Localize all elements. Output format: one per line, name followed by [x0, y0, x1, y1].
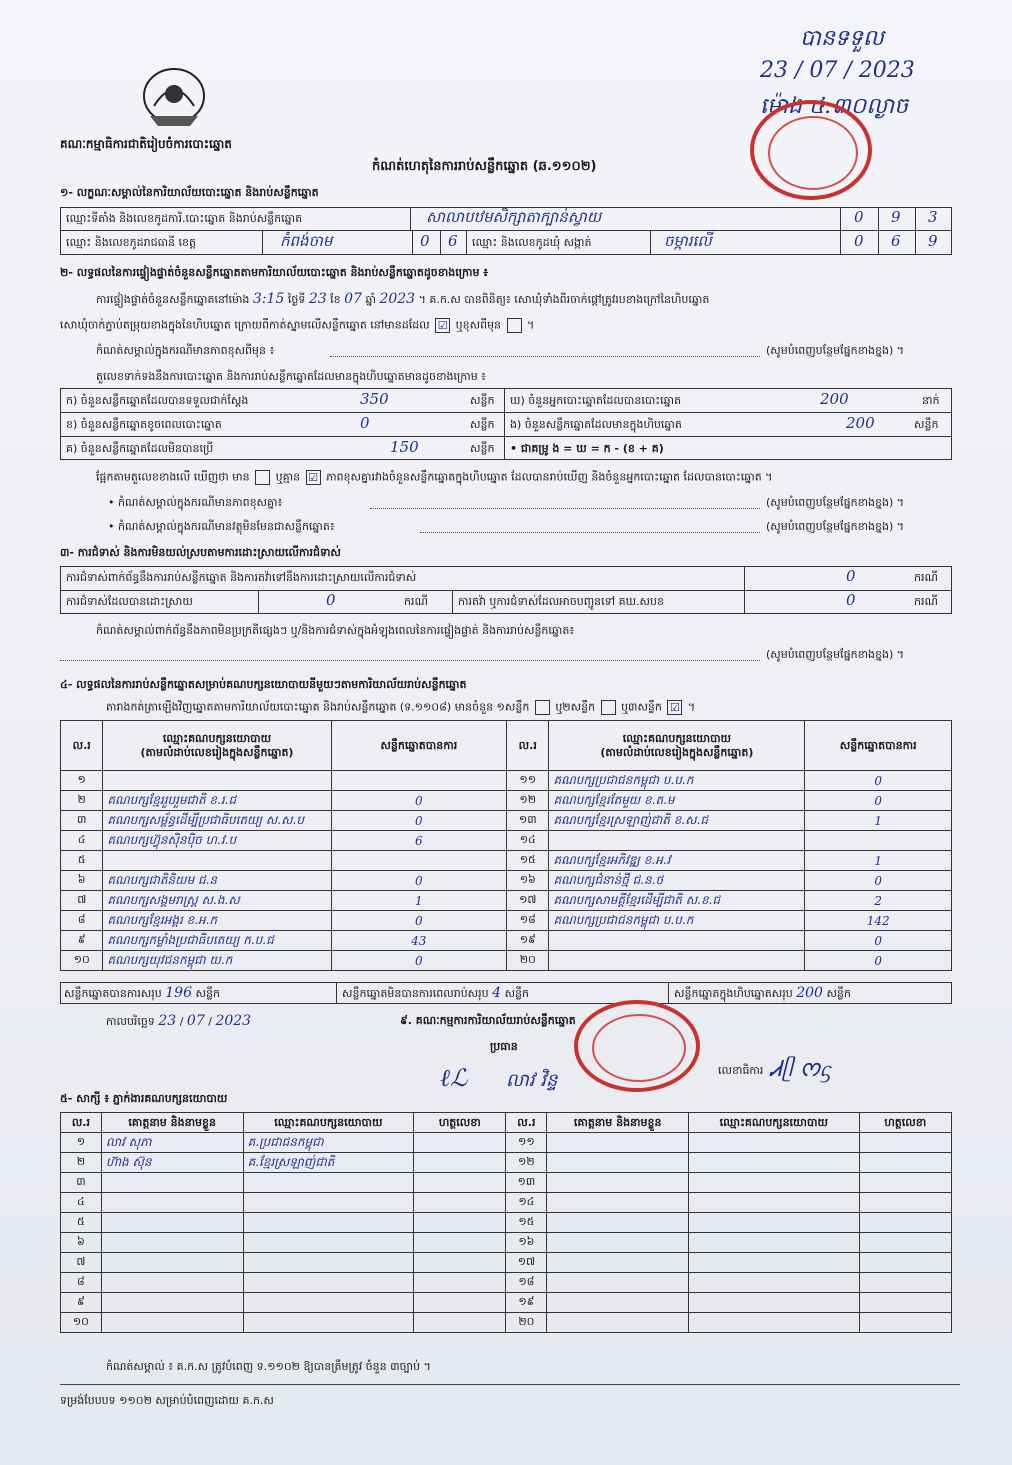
- table-row: [61, 1213, 952, 1233]
- witness-name-cell: [547, 1173, 689, 1193]
- signing-year: 2023: [215, 1013, 252, 1029]
- secretary-label: លេខាធិការ: [718, 1064, 764, 1077]
- sheet-count-line: តារាងកត់ត្រាឡើងវិញឆ្នោតតាមការិយាល័យបោះឆ្នោត និងរាប់សន្លឹកឆ្នោត (ទ.១១០៨) មានចំនួន ១សន្លឹក ឬ២សន្លឹក ឬ៣សន្លឹក ☑ ។: [106, 700, 696, 714]
- witness-name-cell: [101, 1173, 243, 1193]
- note-found-objects: • កំណត់សម្គាល់ក្នុងករណីមានវត្ថុមិនមែនជាសន្លឹកឆ្នោត៖: [108, 520, 335, 533]
- witness-signature-cell: [414, 1213, 506, 1233]
- difference-note: កំណត់សម្គាល់ក្នុងករណីមានភាពខុសពីមុន ៖: [96, 344, 275, 357]
- one-sheet-checkbox: [535, 700, 550, 715]
- same-checkbox: ☑: [435, 318, 450, 333]
- witness-name-cell: [101, 1313, 243, 1333]
- figures-intro: តួលេខទាក់ទងនឹងការបោះឆ្នោត និងការរាប់សន្លឹកឆ្នោតដែលមានក្នុងហិបឆ្នោតមានដូចខាងក្រោម ៖: [96, 370, 487, 383]
- witness-party-cell: [243, 1173, 414, 1193]
- row-number-cell: ២: [61, 791, 103, 811]
- verify-year: 2023: [379, 291, 416, 307]
- col-votes-left: សន្លឹកឆ្នោតបានការ: [331, 721, 507, 771]
- verify-month: 07: [344, 291, 362, 307]
- row-number-cell: ៦: [61, 1233, 102, 1253]
- witness-party-cell: [689, 1293, 860, 1313]
- party-name-cell: គណបក្សសង្គមរាស្ត្រ ស.ង.ស: [103, 891, 331, 911]
- witness-signature-cell: [414, 1253, 506, 1273]
- witness-name-cell: [547, 1133, 689, 1153]
- row-number-cell: ១៥: [506, 1213, 547, 1233]
- table-row: [61, 1313, 952, 1333]
- party-name-cell: គណបក្សខ្មែរអភិវឌ្ឍ ខ.អ.វ: [549, 851, 805, 871]
- witness-name-cell: [547, 1273, 689, 1293]
- witness-signature-cell: [414, 1153, 506, 1173]
- table-row: [61, 1133, 952, 1153]
- witness-signature-cell: [859, 1313, 951, 1333]
- province-label: ឈ្មោះ និងលេខកូដរាជធានី ខេត្ត: [66, 236, 196, 249]
- has-difference-checkbox: [255, 470, 270, 485]
- witness-party-cell: [689, 1193, 860, 1213]
- votes-cell: 1: [331, 891, 507, 911]
- witness-name-cell: [547, 1213, 689, 1233]
- table-row: [61, 931, 952, 951]
- fill-note-4: (សូមបំពេញបន្ថែមផ្នែកខាងខ្នង) ។: [766, 648, 905, 661]
- col-no-left: ល.រ: [61, 721, 103, 771]
- objection-row-1-unit: ករណី: [914, 571, 938, 584]
- votes-cell: 0: [805, 871, 952, 891]
- location-code-2: 9: [891, 208, 901, 226]
- witness-signature-cell: [414, 1273, 506, 1293]
- votes-cell: [331, 851, 507, 871]
- witness-name-cell: លាវ សុភា: [101, 1133, 243, 1153]
- footer-note: កំណត់សម្គាល់ ៖ គ.ក.ស ត្រូវបំពេញ ទ.១១០២ ឱ្យបានត្រឹមត្រូវ ចំនួន ៣ច្បាប់ ។: [106, 1360, 431, 1373]
- witness-party-cell: [243, 1253, 414, 1273]
- witness-party-cell: [243, 1233, 414, 1253]
- chair-signature-icon: ℓℒ: [440, 1064, 468, 1092]
- witness-name-cell: [101, 1293, 243, 1313]
- table-row: [61, 1193, 952, 1213]
- location-label: ឈ្មោះទីតាំង និងលេខកូដការិ.បោះឆ្នោត និងរាប់សន្លឹកឆ្នោត: [66, 212, 303, 225]
- section2-heading: ២- លទ្ធផលនៃការផ្ទៀងផ្ទាត់ចំនួនសន្លឹកឆ្នោតតាមការិយាល័យបោះឆ្នោត និងរាប់សន្លឹកឆ្នោតដូចខាងក្រោម ៖: [60, 266, 489, 279]
- row-number-cell: ១១: [507, 771, 549, 791]
- witness-col-sig-right: ហត្ថលេខា: [859, 1113, 951, 1133]
- objection-row-1-value: 0: [846, 567, 856, 585]
- figure-b-value: 0: [360, 414, 370, 432]
- witness-signature-cell: [859, 1233, 951, 1253]
- party-name-cell: គណបក្សជំនាន់ថ្មី ជ.ន.ថ: [549, 871, 805, 891]
- table-row: [61, 1233, 952, 1253]
- table-row: [61, 831, 952, 851]
- location-code-3: 3: [928, 208, 938, 226]
- witness-col-no-left: ល.រ: [61, 1113, 102, 1133]
- objection-row-3: ការតវ៉ា ឬការជំទាស់ដែលអាចបញ្ជូនទៅ គឃ.សបខ: [458, 595, 664, 608]
- witness-name-cell: [101, 1233, 243, 1253]
- votes-cell: 0: [805, 791, 952, 811]
- commune-label: ឈ្មោះ និងលេខកូដឃុំ សង្កាត់: [472, 236, 592, 249]
- party-name-cell: គណបក្សហ៊្វុនស៊ិនប៉ិច ហ.វ.ប: [103, 831, 331, 851]
- party-name-cell: [549, 951, 805, 971]
- total-ballots-value: 200: [796, 985, 823, 1001]
- table-row: [61, 911, 952, 931]
- no-difference-checkbox: ☑: [306, 470, 321, 485]
- row-number-cell: ១២: [506, 1153, 547, 1173]
- figure-c-value: 150: [390, 438, 419, 456]
- row-number-cell: ១៨: [507, 911, 549, 931]
- table-row: [61, 811, 952, 831]
- table-row: [61, 871, 952, 891]
- witness-signature-cell: [859, 1253, 951, 1273]
- witness-signature-cell: [859, 1173, 951, 1193]
- row-number-cell: ១៤: [506, 1193, 547, 1213]
- table-row: [61, 891, 952, 911]
- row-number-cell: ១៥: [507, 851, 549, 871]
- row-number-cell: ៣: [61, 811, 103, 831]
- party-name-cell: គណបក្សប្រជាជនកម្ពុជា ប.ប.ក: [549, 911, 805, 931]
- witness-col-party-left: ឈ្មោះគណបក្សនយោបាយ: [243, 1113, 414, 1133]
- votes-cell: 0: [805, 951, 952, 971]
- votes-cell: 6: [331, 831, 507, 851]
- witness-col-sig-left: ហត្ថលេខា: [414, 1113, 506, 1133]
- party-name-cell: [103, 771, 331, 791]
- witness-party-cell: [689, 1133, 860, 1153]
- authority-name: គណៈកម្មាធិការជាតិរៀបចំការបោះឆ្នោត: [60, 137, 232, 151]
- row-number-cell: ៩: [61, 931, 103, 951]
- col-no-right: ល.រ: [507, 721, 549, 771]
- objection-row-2: ការជំទាស់ដែលបានដោះស្រាយ: [66, 595, 193, 608]
- figure-e-label: ង) ចំនួនសន្លឹកឆ្នោតដែលមានក្នុងហិបឆ្នោត: [510, 418, 682, 431]
- votes-cell: 0: [805, 771, 952, 791]
- province-code-1: 0: [420, 232, 430, 250]
- official-seal-top-icon: [750, 100, 872, 200]
- row-number-cell: ១៧: [506, 1253, 547, 1273]
- location-code-1: 0: [854, 208, 864, 226]
- witness-col-name-left: គោត្តនាម និងនាមខ្លួន: [101, 1113, 243, 1133]
- verification-line-2: សោឃុំចាក់ភ្ជាប់តម្រុយខាងក្នុងនៃហិបឆ្នោត ក្រោយពីកាត់ស្នាមលើសន្លឹកឆ្នោត នៅមានដដែល ☑ ឬខុសពីមុន ។: [60, 318, 535, 332]
- witness-name-cell: [101, 1193, 243, 1213]
- witness-signature-cell: [414, 1313, 506, 1333]
- col-party-sub-right: (តាមលំដាប់លេខរៀងក្នុងសន្លឹកឆ្នោត): [600, 745, 754, 759]
- row-number-cell: ៨: [61, 911, 103, 931]
- row-number-cell: ៥: [61, 1213, 102, 1233]
- received-date: 23 / 07 / 2023: [760, 58, 915, 83]
- witness-col-no-right: ល.រ: [506, 1113, 547, 1133]
- diff-checkbox: [507, 318, 522, 333]
- total-invalid-value: 4: [492, 985, 502, 1001]
- table-row: [61, 1253, 952, 1273]
- form-footer: ទម្រង់បែបបទ ១១០២ សម្រាប់បំពេញដោយ គ.ក.ស: [60, 1394, 274, 1407]
- section4-heading: ៤- លទ្ធផលនៃការរាប់សន្លឹកឆ្នោតសម្រាប់គណបក្សនយោបាយនីមួយៗតាមការិយាល័យរាប់សន្លឹកឆ្នោត: [60, 678, 467, 691]
- witness-signature-cell: [859, 1133, 951, 1153]
- figure-d-value: 200: [820, 390, 849, 408]
- witness-party-cell: [243, 1293, 414, 1313]
- row-number-cell: ៧: [61, 891, 103, 911]
- party-name-cell: គណបក្សសាមគ្គីខ្មែរដើម្បីជាតិ ស.ខ.ជ: [549, 891, 805, 911]
- witness-signature-cell: [414, 1293, 506, 1313]
- witness-party-cell: [689, 1253, 860, 1273]
- votes-cell: 1: [805, 811, 952, 831]
- party-name-cell: គណបក្សកម្លាំងប្រជាធិបតេយ្យ ក.ប.ជ: [103, 931, 331, 951]
- witness-party-cell: គ.ខ្មែរស្រឡាញ់ជាតិ: [243, 1153, 414, 1173]
- section3-heading: ៣- ការជំទាស់ និងការមិនយល់ស្របតាមការដោះស្រាយលើការជំទាស់: [60, 546, 341, 559]
- figure-c-label: គ) ចំនួនសន្លឹកឆ្នោតដែលមិនបានប្រើ: [66, 442, 214, 455]
- row-number-cell: ១៦: [507, 871, 549, 891]
- witness-party-cell: [243, 1313, 414, 1333]
- commune-code-3: 9: [928, 232, 938, 250]
- witness-signature-cell: [859, 1193, 951, 1213]
- row-number-cell: ១០: [61, 951, 103, 971]
- figure-d-label: ឃ) ចំនួនអ្នកបោះឆ្នោតដែលបានបោះឆ្នោត: [510, 394, 682, 407]
- witness-party-cell: [689, 1313, 860, 1333]
- table-row: [61, 1173, 952, 1193]
- total-invalid: សន្លឹកឆ្នោតមិនបានការពេលរាប់សរុប 4 សន្លឹក: [342, 985, 530, 1001]
- witness-party-cell: [689, 1213, 860, 1233]
- table-row: [61, 771, 952, 791]
- commune-value: ចម្ការលើ: [664, 232, 712, 250]
- received-time: ម៉ោង ៤:៣០ល្ងាច: [760, 94, 909, 119]
- comparison-line: ផ្អែកតាមតួលេខខាងលើ ឃើញថា មាន ឬគ្មាន ☑ ភាពខុសគ្នារវាងចំនួនសន្លឹកឆ្នោតក្នុងហិបឆ្នោត ដែលបានរាប់ឃើញ និងចំនួនអ្នកបោះឆ្នោត ដែលបានបោះឆ្នោត ។: [96, 470, 773, 484]
- votes-cell: 0: [331, 951, 507, 971]
- col-votes-right: សន្លឹកឆ្នោតបានការ: [805, 721, 952, 771]
- votes-cell: 0: [331, 791, 507, 811]
- verify-time: 3:15: [252, 291, 285, 307]
- witness-name-cell: [547, 1153, 689, 1173]
- table-row: [61, 951, 952, 971]
- figure-a-value: 350: [360, 390, 389, 408]
- witness-signature-cell: [414, 1193, 506, 1213]
- votes-cell: 2: [805, 891, 952, 911]
- row-number-cell: ៩: [61, 1293, 102, 1313]
- verification-line-1: ការផ្ទៀងផ្ទាត់ចំនួនសន្លឹកឆ្នោតនៅម៉ោង 3:15 ថ្ងៃទី 23 ខែ 07 ឆ្នាំ 2023 ។ គ.ក.ស បានពិនិត្យ៖ សោឃុំទាំងពីរចាក់ផ្តៅត្រូវរបខាងក្រៅនៃហិបឆ្នោត: [96, 291, 710, 307]
- votes-cell: 0: [331, 811, 507, 831]
- received-label: បានទទួល: [800, 26, 884, 51]
- votes-cell: 1: [805, 851, 952, 871]
- row-number-cell: ១០: [61, 1313, 102, 1333]
- location-value: សាលាបឋមសិក្សាតាក្បាន់ស្វាយ: [426, 208, 602, 226]
- party-name-cell: គណបក្សខ្មែររួបរួមជាតិ ខ.រ.ជ: [103, 791, 331, 811]
- col-party-sub-left: (តាមលំដាប់លេខរៀងក្នុងសន្លឹកឆ្នោត): [140, 745, 294, 759]
- total-valid-value: 196: [165, 985, 192, 1001]
- witness-name-cell: [101, 1253, 243, 1273]
- province-code-2: 6: [448, 232, 458, 250]
- note-difference: • កំណត់សម្គាល់ក្នុងករណីមានភាពខុសគ្នា៖: [108, 496, 283, 509]
- witness-name-cell: [547, 1193, 689, 1213]
- fill-note-3: (សូមបំពេញបន្ថែមផ្នែកខាងខ្នង) ។: [766, 520, 905, 533]
- section5-heading: ៥- សាក្សី ៖ ភ្នាក់ងារគណបក្សនយោបាយ: [60, 1092, 228, 1105]
- row-number-cell: ១៩: [507, 931, 549, 951]
- witness-signature-cell: [414, 1173, 506, 1193]
- total-ballots: សន្លឹកឆ្នោតក្នុងហិបឆ្នោតសរុប 200 សន្លឹក: [674, 985, 851, 1001]
- figure-b-unit: សន្លឹក: [470, 418, 495, 431]
- three-sheet-checkbox: ☑: [667, 700, 682, 715]
- table-row: [61, 791, 952, 811]
- committee-label: ៩. គណៈកម្មការការិយាល័យរាប់សន្លឹកឆ្នោត: [400, 1014, 576, 1027]
- witness-signature-cell: [859, 1213, 951, 1233]
- verify-day: 23: [308, 291, 327, 307]
- commune-code-2: 6: [891, 232, 901, 250]
- figure-b-label: ខ) ចំនួនសន្លឹកឆ្នោតខូចពេលបោះឆ្នោត: [66, 418, 222, 431]
- party-name-cell: [549, 931, 805, 951]
- witness-party-cell: គ.ប្រជាជនកម្ពុជា: [243, 1133, 414, 1153]
- row-number-cell: ៦: [61, 871, 103, 891]
- party-name-cell: គណបក្សខ្មែរតែមួយ ខ.ត.ម: [549, 791, 805, 811]
- votes-cell: 43: [331, 931, 507, 951]
- row-number-cell: ១២: [507, 791, 549, 811]
- party-name-cell: [549, 831, 805, 851]
- party-name-cell: គណបក្សប្រជាជនកម្ពុជា ប.ប.ក: [549, 771, 805, 791]
- row-number-cell: ១: [61, 771, 103, 791]
- figure-e-value: 200: [846, 414, 875, 432]
- fill-note-1: (សូមបំពេញបន្ថែមផ្នែកខាងខ្នង) ។: [766, 344, 905, 357]
- witness-party-cell: [689, 1233, 860, 1253]
- witness-col-name-right: គោត្តនាម និងនាមខ្លួន: [547, 1113, 689, 1133]
- party-name-cell: គណបក្សយុវជនកម្ពុជា យ.ក: [103, 951, 331, 971]
- row-number-cell: ១៧: [507, 891, 549, 911]
- witness-name-cell: [547, 1293, 689, 1313]
- votes-table: [60, 720, 952, 971]
- row-number-cell: ៨: [61, 1273, 102, 1293]
- witness-party-cell: [689, 1273, 860, 1293]
- objection-row-1: ការជំទាស់ពាក់ព័ន្ធនឹងការរាប់សន្លឹកឆ្នោត និងការតវ៉ាទៅនឹងការដោះស្រាយលើការជំទាស់: [66, 571, 417, 584]
- witness-table: [60, 1112, 952, 1333]
- witness-party-cell: [243, 1213, 414, 1233]
- objection-row-2-value: 0: [326, 591, 336, 609]
- row-number-cell: ១៣: [507, 811, 549, 831]
- witness-signature-cell: [859, 1273, 951, 1293]
- row-number-cell: ៤: [61, 831, 103, 851]
- col-party-right: ឈ្មោះគណបក្សនយោបាយ: [622, 731, 732, 745]
- witness-name-cell: [547, 1253, 689, 1273]
- total-valid: សន្លឹកឆ្នោតបានការសរុប 196 សន្លឹក: [64, 985, 220, 1001]
- witness-signature-cell: [859, 1293, 951, 1313]
- witness-signature-cell: [414, 1133, 506, 1153]
- formula: • ជាគម្រូ ង = ឃ = ក - (ខ + គ): [510, 442, 664, 455]
- votes-cell: 142: [805, 911, 952, 931]
- votes-cell: [331, 771, 507, 791]
- witness-party-cell: [243, 1193, 414, 1213]
- irregularity-note: កំណត់សម្គាល់ពាក់ព័ន្ធនឹងភាពមិនប្រក្រតីផ្សេងៗ ឬ/និងការជំទាស់ក្នុងអំឡុងពេលនៃការផ្ទៀងផ្ទាត់ និងការរាប់សន្លឹកឆ្នោត៖: [96, 624, 575, 637]
- row-number-cell: ៣: [61, 1173, 102, 1193]
- witness-name-cell: ហ៊ាង ស៊ុន: [101, 1153, 243, 1173]
- witness-party-cell: [243, 1273, 414, 1293]
- votes-cell: 0: [331, 871, 507, 891]
- votes-cell: 0: [805, 931, 952, 951]
- table-row: [61, 1153, 952, 1173]
- emblem-icon: [140, 66, 208, 132]
- witness-col-party-right: ឈ្មោះគណបក្សនយោបាយ: [689, 1113, 860, 1133]
- witness-name-cell: [547, 1313, 689, 1333]
- commune-code-1: 0: [854, 232, 864, 250]
- official-seal-bottom-icon: [574, 1000, 700, 1092]
- table-row: [61, 851, 952, 871]
- two-sheet-checkbox: [601, 700, 616, 715]
- row-number-cell: ១៦: [506, 1233, 547, 1253]
- figure-c-unit: សន្លឹក: [470, 442, 495, 455]
- signing-month: 07: [186, 1013, 205, 1029]
- party-name-cell: គណបក្សខ្មែរស្រឡាញ់ជាតិ ខ.ស.ជ: [549, 811, 805, 831]
- witness-signature-cell: [859, 1153, 951, 1173]
- chair-signature-name: លាវ វិន្ទ: [506, 1070, 558, 1091]
- row-number-cell: ៧: [61, 1253, 102, 1273]
- row-number-cell: ២០: [507, 951, 549, 971]
- signing-date: កាលបរិច្ឆេទ 23 / 07 / 2023: [106, 1013, 252, 1029]
- votes-cell: [805, 831, 952, 851]
- secretary-signature-icon: Ꮧᥫ ᰔᦓ: [770, 1057, 831, 1082]
- row-number-cell: ២០: [506, 1313, 547, 1333]
- row-number-cell: ១៣: [506, 1173, 547, 1193]
- objection-row-2-unit: ករណី: [404, 595, 428, 608]
- document-title: កំណត់ហេតុនៃការរាប់សន្លឹកឆ្នោត (ឆ.១១០២): [372, 159, 597, 174]
- witness-signature-cell: [414, 1233, 506, 1253]
- figure-a-label: ក) ចំនួនសន្លឹកឆ្នោតដែលបានទទួលជាក់ស្តែង: [66, 394, 249, 407]
- party-name-cell: [103, 851, 331, 871]
- row-number-cell: ១៤: [507, 831, 549, 851]
- row-number-cell: ១: [61, 1133, 102, 1153]
- row-number-cell: ២: [61, 1153, 102, 1173]
- party-name-cell: គណបក្សសម្ព័ន្ធដើម្បីប្រជាធិបតេយ្យ ស.ស.ប: [103, 811, 331, 831]
- chair-label: ប្រធាន: [490, 1040, 518, 1053]
- row-number-cell: ១៩: [506, 1293, 547, 1313]
- col-party-left: ឈ្មោះគណបក្សនយោបាយ: [162, 731, 272, 745]
- row-number-cell: ១៨: [506, 1273, 547, 1293]
- witness-name-cell: [547, 1233, 689, 1253]
- table-row: [61, 1273, 952, 1293]
- province-value: កំពង់ចាម: [280, 232, 333, 250]
- figure-d-unit: នាក់: [922, 394, 940, 407]
- party-name-cell: គណបក្សជាតិនិយម ជ.ន: [103, 871, 331, 891]
- votes-cell: 0: [331, 911, 507, 931]
- witness-party-cell: [689, 1173, 860, 1193]
- row-number-cell: ១១: [506, 1133, 547, 1153]
- row-number-cell: ៥: [61, 851, 103, 871]
- objection-row-3-unit: ករណី: [914, 595, 938, 608]
- witness-name-cell: [101, 1213, 243, 1233]
- party-name-cell: គណបក្សខ្មែរអង្គរ ខ.អ.ក: [103, 911, 331, 931]
- section1-heading: ១- លក្ខណៈសម្គាល់នៃការិយាល័យបោះឆ្នោត និងរាប់សន្លឹកឆ្នោត: [60, 186, 319, 199]
- table-row: [61, 1293, 952, 1313]
- witness-name-cell: [101, 1273, 243, 1293]
- figure-a-unit: សន្លឹក: [470, 394, 495, 407]
- witness-party-cell: [689, 1153, 860, 1173]
- row-number-cell: ៤: [61, 1193, 102, 1213]
- signing-day: 23: [158, 1013, 177, 1029]
- fill-note-2: (សូមបំពេញបន្ថែមផ្នែកខាងខ្នង) ។: [766, 496, 905, 509]
- figure-e-unit: សន្លឹក: [914, 418, 939, 431]
- objection-row-3-value: 0: [846, 591, 856, 609]
